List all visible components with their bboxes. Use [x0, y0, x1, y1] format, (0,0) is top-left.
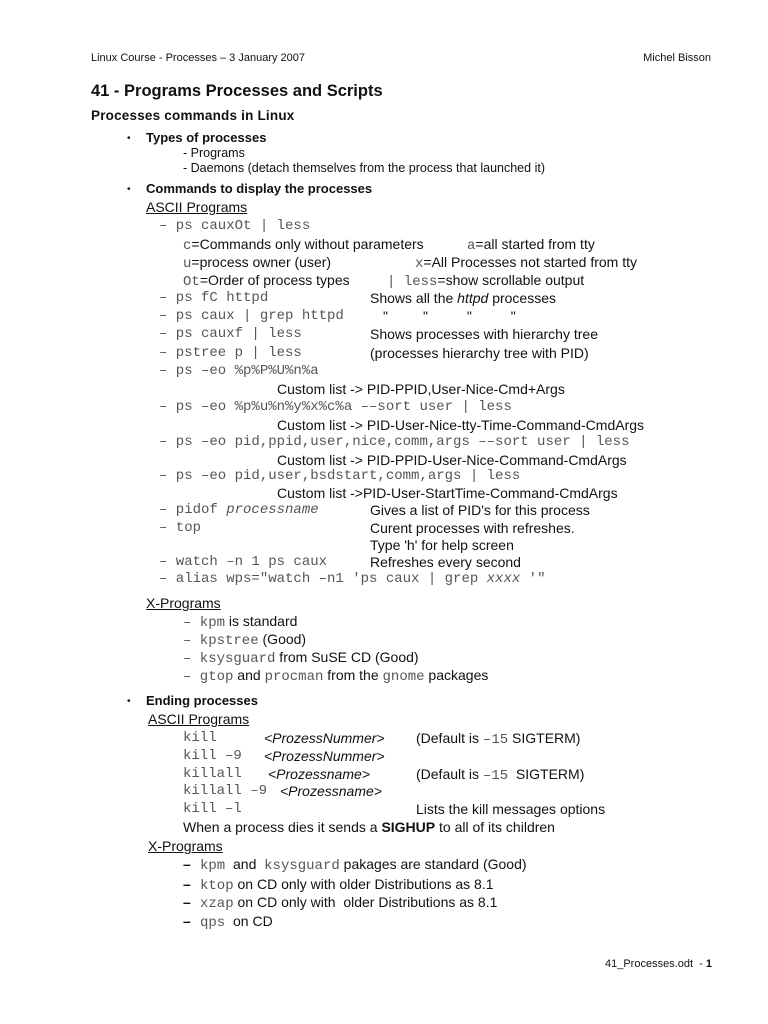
option-x: x=All Processes not started from tty — [415, 254, 637, 272]
cmd-top: – top — [159, 520, 202, 536]
cmd-top-desc-2: Type 'h' for help screen — [370, 537, 514, 553]
killall-arg: <Prozessname> — [268, 766, 370, 782]
dash-icon: – — [183, 856, 191, 872]
x-kpstree: – kpstree (Good) — [183, 631, 307, 649]
header-left: Linux Course - Processes – 3 January 2007 — [91, 52, 306, 64]
cmd-pidof-desc: Gives a list of PID's for this process — [370, 502, 590, 518]
cmd-ps-eo-1: – ps –eo %p%P%U%n%a — [159, 363, 319, 379]
cmd-ps-fc-httpd-desc: Shows all the httpd processes — [370, 290, 557, 306]
page-title: 41 - Programs Processes and Scripts — [91, 82, 383, 100]
dash-icon: – — [183, 913, 191, 929]
ex-ktop: ktop on CD only with older Distributions as 8.1 — [200, 876, 494, 894]
cmd-ps-caux-grep: – ps caux | grep httpd — [159, 308, 344, 324]
cmd-ps-fc-httpd: – ps fC httpd — [159, 290, 269, 306]
x-ksysguard: – ksysguard from SuSE CD (Good) — [183, 649, 419, 667]
cmd-ps-cauxot: – ps cauxOt | less — [159, 218, 311, 234]
x-gtop-procman: – gtop and procman from the gnome packages — [183, 667, 489, 685]
kill-desc: (Default is –15 SIGTERM) — [416, 730, 581, 748]
cmd-ps-eo-3-desc: Custom list -> PID-PPID-User-Nice-Command-CmdArgs — [277, 452, 627, 468]
display-x-label: X-Programs — [146, 595, 221, 611]
types-item-daemons: - Daemons (detach themselves from the process that launched it) — [183, 161, 545, 175]
kill-9-arg: <ProzessNummer> — [264, 748, 385, 764]
option-a: a=all started from tty — [467, 236, 595, 254]
header-right: Michel Bisson — [643, 52, 711, 64]
cmd-top-desc: Curent processes with refreshes. — [370, 520, 575, 536]
killall-9-arg: <Prozessname> — [280, 783, 382, 799]
section-title: Processes commands in Linux — [91, 108, 295, 123]
cmd-ps-eo-2: – ps –eo %p%u%n%y%x%c%a ––sort user | less — [159, 399, 512, 415]
ending-heading: Ending processes — [146, 693, 258, 708]
cmd-watch: – watch –n 1 ps caux — [159, 554, 328, 570]
cmd-ps-cauxf-desc: Shows processes with hierarchy tree — [370, 326, 598, 342]
dash-icon: – — [183, 894, 191, 910]
option-c: c=Commands only without parameters — [183, 236, 424, 254]
bullet-icon: • — [127, 133, 131, 144]
killall-9-cmd: killall –9 — [183, 783, 268, 799]
ending-ascii-label: ASCII Programs — [148, 711, 250, 727]
cmd-pidof: – pidof processname — [159, 502, 319, 518]
types-item-programs: - Programs — [183, 146, 245, 160]
cmd-pstree: – pstree p | less — [159, 345, 302, 361]
display-heading: Commands to display the processes — [146, 181, 373, 196]
option-ot: Ot=Order of process types — [183, 272, 350, 290]
cmd-pstree-desc: (processes hierarchy tree with PID) — [370, 345, 589, 361]
types-heading: Types of processes — [146, 130, 267, 145]
x-kpm: – kpm is standard — [183, 613, 298, 631]
cmd-ps-eo-4: – ps –eo pid,user,bsdstart,comm,args | less — [159, 468, 521, 484]
display-ascii-label: ASCII Programs — [146, 199, 248, 215]
kill-9-cmd: kill –9 — [183, 748, 242, 764]
page-footer: 41_Processes.odt - 1 — [604, 958, 712, 970]
ex-xzap: xzap on CD only with older Distributions as 8.1 — [200, 894, 498, 912]
cmd-alias-wps: – alias wps="watch –n1 'ps caux | grep xxxx '" — [159, 571, 546, 587]
killall-cmd: killall — [183, 766, 242, 782]
kill-arg: <ProzessNummer> — [264, 730, 385, 746]
option-less: | less=show scrollable output — [387, 272, 585, 290]
kill-cmd: kill — [183, 730, 217, 746]
bullet-icon: • — [127, 696, 131, 707]
cmd-ps-eo-3: – ps –eo pid,ppid,user,nice,comm,args ––sort user | less — [159, 434, 630, 450]
ending-x-label: X-Programs — [148, 838, 223, 854]
kill-l-desc: Lists the kill messages options — [416, 801, 606, 817]
cmd-ps-eo-4-desc: Custom list ->PID-User-StartTime-Command-CmdArgs — [277, 485, 618, 501]
dash-icon: – — [183, 876, 191, 892]
cmd-ps-eo-2-desc: Custom list -> PID-User-Nice-tty-Time-Command-CmdArgs — [277, 417, 645, 433]
kill-l-cmd: kill –l — [183, 801, 242, 817]
bullet-icon: • — [127, 184, 131, 195]
cmd-ps-cauxf: – ps cauxf | less — [159, 326, 302, 342]
cmd-ps-caux-grep-ditto: " " " " — [383, 308, 516, 324]
ex-qps: qps on CD — [200, 913, 273, 931]
killall-desc: (Default is –15 SIGTERM) — [416, 766, 585, 784]
option-u: u=process owner (user) — [183, 254, 332, 272]
ex-kpm-ksysguard: kpm and ksysguard pakages are standard (Good) — [200, 856, 527, 874]
sighup-note: When a process dies it sends a SIGHUP to all of its children — [183, 819, 555, 835]
cmd-ps-eo-1-desc: Custom list -> PID-PPID,User-Nice-Cmd+Args — [277, 381, 565, 397]
cmd-watch-desc: Refreshes every second — [370, 554, 521, 570]
